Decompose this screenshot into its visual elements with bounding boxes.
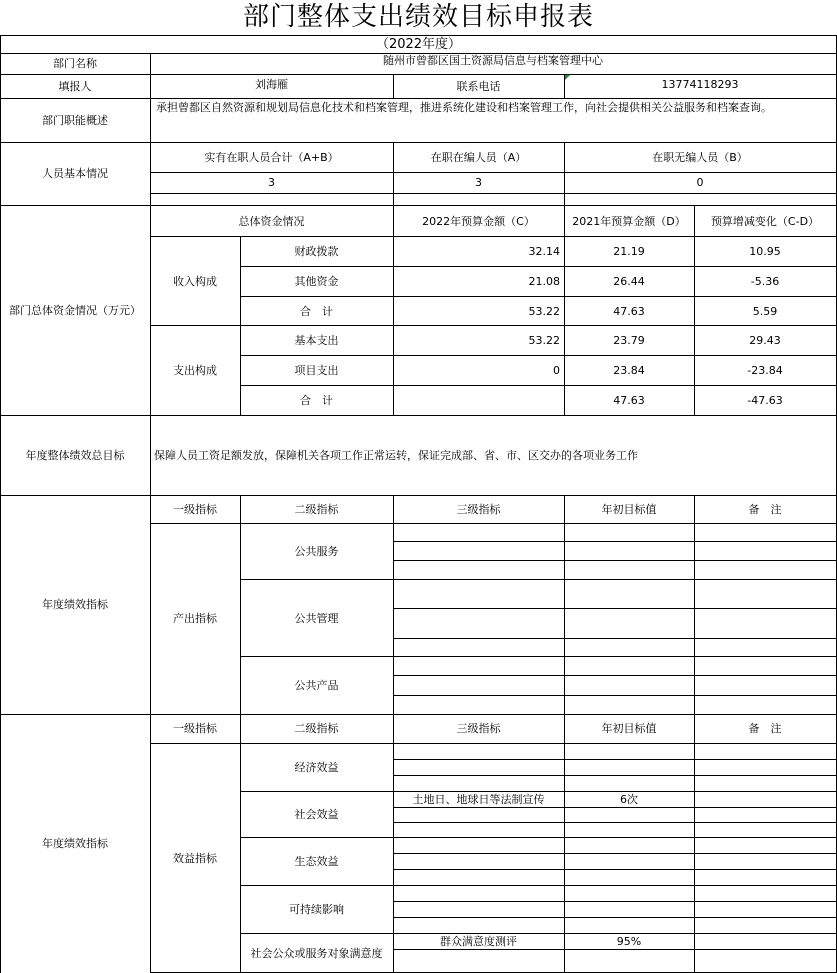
expense-row-diff: -23.84	[747, 364, 783, 378]
indicator-header-l1: 一级指标	[173, 502, 217, 516]
grid-line	[694, 495, 695, 715]
grid-line	[393, 901, 837, 902]
funds-header-c: 2022年预算金额（C）	[422, 214, 535, 228]
income-row-c: 53.22	[528, 304, 560, 318]
indicator-header-l1: 一级指标	[173, 722, 217, 736]
grid-line	[393, 608, 837, 609]
expense-row-name: 项目支出	[294, 364, 339, 378]
income-row-diff: -5.36	[750, 275, 780, 289]
phone-value: 13774118293	[661, 78, 739, 92]
output-indicator-label: 产出指标	[173, 612, 217, 626]
grid-line	[393, 869, 837, 870]
indicator-header-l2: 二级指标	[294, 722, 339, 736]
duty-label: 部门职能概述	[42, 113, 108, 127]
output-public-service: 公共服务	[294, 545, 339, 559]
income-row-c: 21.08	[528, 275, 560, 289]
staff-value-total: 3	[268, 176, 275, 190]
grid-line	[393, 560, 837, 561]
expense-row-name: 合 计	[300, 393, 333, 407]
effect-satisfaction: 社会公众或服务对象满意度	[250, 946, 383, 960]
output-public-product: 公共产品	[294, 678, 339, 692]
staff-header-b: 在职无编人员（B）	[652, 151, 748, 165]
income-row-d: 47.63	[613, 304, 645, 318]
goal-text: 保障人员工资足额发放，保障机关各项工作正常运转，保证完成部、省、市、区交办的各项业务工作	[154, 448, 638, 462]
phone-label: 联系电话	[456, 80, 501, 94]
indicator-header-note: 备 注	[748, 502, 782, 516]
indicators-label: 年度绩效指标	[42, 836, 108, 850]
indicator-header-target: 年初目标值	[601, 502, 657, 516]
indicator-header-l2: 二级指标	[294, 502, 339, 516]
funds-header-total: 总体资金情况	[238, 214, 305, 228]
funds-header-d: 2021年预算金额（D）	[572, 214, 686, 228]
expense-row-c: 53.22	[528, 334, 560, 348]
grid-line	[393, 853, 837, 854]
grid-line	[393, 638, 837, 639]
expense-row-d: 23.79	[613, 334, 645, 348]
income-row-name: 财政拨款	[294, 245, 339, 259]
staff-value-a: 3	[475, 176, 482, 190]
staff-header-a: 在职在编人员（A）	[430, 151, 527, 165]
page-title: 部门整体支出绩效目标申报表	[242, 2, 594, 33]
grid-line	[393, 695, 837, 696]
year-label: （2022年度）	[375, 36, 462, 52]
grid-line	[694, 714, 695, 973]
income-label: 收入构成	[173, 274, 217, 288]
indicator-header-note: 备 注	[748, 722, 782, 736]
dept-name-value: 随州市曾都区国土资源局信息与档案管理中心	[383, 54, 603, 68]
income-row-diff: 5.59	[752, 304, 778, 318]
grid-line	[393, 807, 837, 808]
filler-label: 填报人	[58, 80, 92, 94]
indicator-header-l3: 三级指标	[456, 722, 501, 736]
dept-name-label: 部门名称	[53, 57, 97, 71]
expense-row-d: 47.63	[613, 393, 645, 407]
funds-header-diff: 预算增减变化（C-D）	[710, 214, 820, 228]
effect-ecological: 生态效益	[294, 855, 339, 869]
grid-line	[564, 495, 565, 715]
grid-line	[393, 759, 837, 760]
expense-row-c: 0	[553, 364, 560, 378]
staff-label: 人员基本情况	[42, 167, 108, 181]
indicator-header-target: 年初目标值	[601, 722, 657, 736]
income-row-diff: 10.95	[749, 245, 781, 259]
grid-line	[393, 495, 394, 715]
effect-economic: 经济效益	[294, 761, 339, 775]
funds-label: 部门总体资金情况（万元）	[9, 303, 141, 317]
grid-line	[393, 822, 837, 823]
effect-social: 社会效益	[294, 808, 339, 822]
grid-line	[393, 917, 837, 918]
expense-row-diff: 29.43	[749, 334, 781, 348]
grid-line	[393, 541, 837, 542]
expense-row-d: 23.84	[613, 364, 645, 378]
staff-header-total: 实有在职人员合计（A+B）	[204, 151, 339, 165]
effect-indicator-label: 效益指标	[173, 851, 217, 865]
social-item-name: 土地日、地球日等法制宣传	[412, 792, 545, 806]
income-row-c: 32.14	[528, 245, 560, 259]
income-row-d: 21.19	[613, 245, 645, 259]
satisfaction-item-name: 群众满意度测评	[440, 935, 517, 949]
satisfaction-item-target: 95%	[616, 935, 642, 949]
income-row-d: 26.44	[613, 275, 645, 289]
grid-line	[150, 193, 837, 194]
effect-sustainable: 可持续影响	[289, 903, 344, 917]
expense-row-c	[393, 386, 564, 415]
expense-row-name: 基本支出	[294, 334, 339, 348]
indicators-label: 年度绩效指标	[42, 597, 108, 611]
income-row-name: 合 计	[300, 304, 333, 318]
staff-value-b: 0	[696, 176, 704, 190]
grid-line	[393, 675, 837, 676]
social-item-target: 6次	[620, 792, 638, 806]
grid-line	[393, 775, 837, 776]
output-public-management: 公共管理	[294, 611, 339, 625]
expense-row-diff: -47.63	[747, 393, 783, 407]
duty-text: 承担曾都区自然资源和规划局信息化技术和档案管理，推进系统化建设和档案管理工作，向社会提供相关公益服务和档案查询。	[156, 101, 772, 114]
income-row-name: 其他资金	[294, 275, 339, 289]
indicator-header-l3: 三级指标	[456, 502, 501, 516]
expense-label: 支出构成	[173, 363, 217, 377]
goal-label: 年度整体绩效总目标	[25, 448, 125, 462]
filler-name: 刘海雁	[255, 78, 288, 92]
